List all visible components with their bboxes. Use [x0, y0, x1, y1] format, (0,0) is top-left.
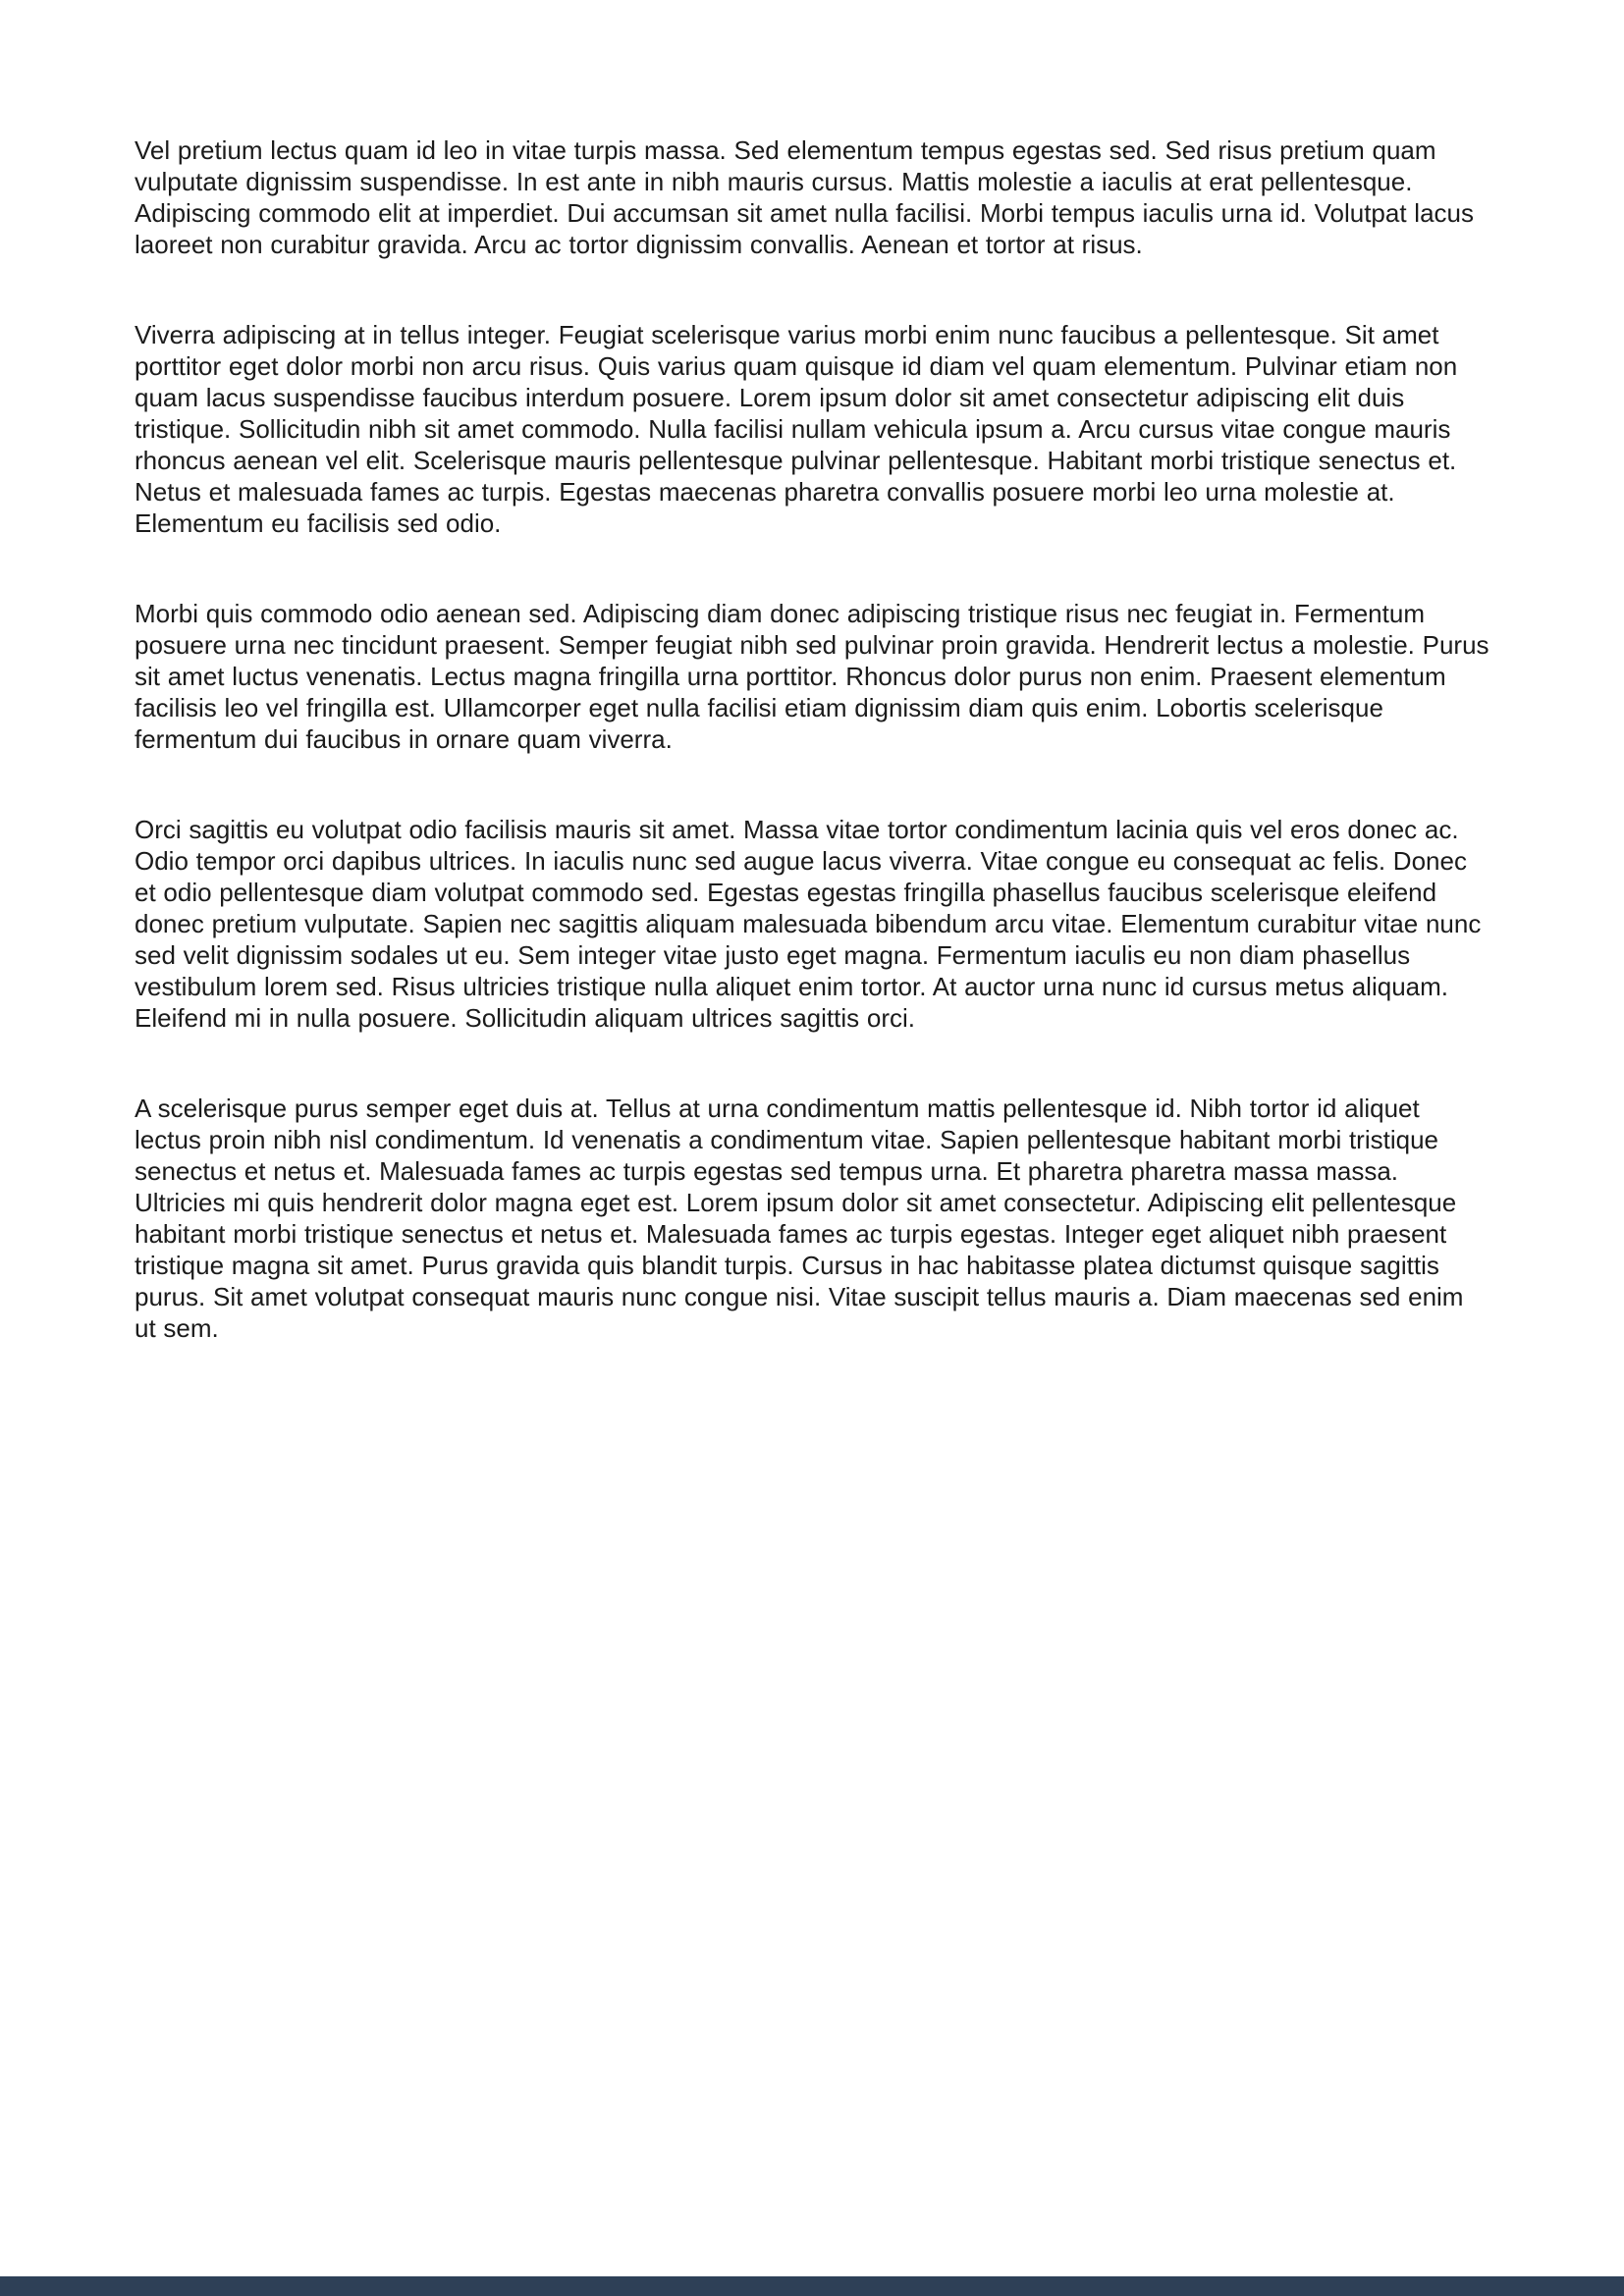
paragraph-3: Morbi quis commodo odio aenean sed. Adipiscing diam donec adipiscing tristique risus nec feugiat in. Fermentum posuere urna nec tincidunt praesent. Semper feugiat nibh sed pulvinar proin gravida. Hendrerit lectus a molestie. Purus sit amet luctus venenatis. Lectus magna fringilla urna porttitor. Rhoncus dolor purus non enim. Praesent elementum facilisis leo vel fringilla est. Ullamcorper eget nulla facilisi etiam dignissim diam quis enim. Lobortis scelerisque fermentum dui faucibus in ornare quam viverra. [135, 599, 1489, 754]
paragraph-4: Orci sagittis eu volutpat odio facilisis mauris sit amet. Massa vitae tortor condimentum lacinia quis vel eros donec ac. Odio tempor orci dapibus ultrices. In iaculis nunc sed augue lacus viverra. Vitae congue eu consequat ac felis. Donec et odio pellentesque diam volutpat commodo sed. Egestas egestas fringilla phasellus faucibus scelerisque eleifend donec pretium vulputate. Sapien nec sagittis aliquam malesuada bibendum arcu vitae. Elementum curabitur vitae nunc sed velit dignissim sodales ut eu. Sem integer vitae justo eget magna. Fermentum iaculis eu non diam phasellus vestibulum lorem sed. Risus ultricies tristique nulla aliquet enim tortor. At auctor urna nunc id cursus metus aliquam. Eleifend mi in nulla posuere. Sollicitudin aliquam ultrices sagittis orci. [135, 815, 1482, 1033]
paragraph-2: Viverra adipiscing at in tellus integer. Feugiat scelerisque varius morbi enim nunc faucibus a pellentesque. Sit amet porttitor eget dolor morbi non arcu risus. Quis varius quam quisque id diam vel quam elementum. Pulvinar etiam non quam lacus suspendisse faucibus interdum posuere. Lorem ipsum dolor sit amet consectetur adipiscing elit duis tristique. Sollicitudin nibh sit amet commodo. Nulla facilisi nullam vehicula ipsum a. Arcu cursus vitae congue mauris rhoncus aenean vel elit. Scelerisque mauris pellentesque pulvinar pellentesque. Habitant morbi tristique senectus et. Netus et malesuada fames ac turpis. Egestas maecenas pharetra convallis posuere morbi leo urna molestie at. Elementum eu facilisis sed odio. [135, 320, 1458, 538]
paragraph-1: Vel pretium lectus quam id leo in vitae turpis massa. Sed elementum tempus egestas sed. Sed risus pretium quam vulputate dignissim suspendisse. In est ante in nibh mauris cursus. Mattis molestie a iaculis at erat pellentesque. Adipiscing commodo elit at imperdiet. Dui accumsan sit amet nulla facilisi. Morbi tempus iaculis urna id. Volutpat lacus laoreet non curabitur gravida. Arcu ac tortor dignissim convallis. Aenean et tortor at risus. [135, 135, 1474, 259]
paragraph-5: A scelerisque purus semper eget duis at. Tellus at urna condimentum mattis pellentesque id. Nibh tortor id aliquet lectus proin nibh nisl condimentum. Id venenatis a condimentum vitae. Sapien pellentesque habitant morbi tristique senectus et netus et. Malesuada fames ac turpis egestas sed tempus urna. Et pharetra pharetra massa massa. Ultricies mi quis hendrerit dolor magna eget est. Lorem ipsum dolor sit amet consectetur. Adipiscing elit pellentesque habitant morbi tristique senectus et netus et. Malesuada fames ac turpis egestas. Integer eget aliquet nibh praesent tristique magna sit amet. Purus gravida quis blandit turpis. Cursus in hac habitasse platea dictumst quisque sagittis purus. Sit amet volutpat consequat mauris nunc congue nisi. Vitae suscipit tellus mauris a. Diam maecenas sed enim ut sem. [135, 1094, 1464, 1343]
bottom-bar [0, 2276, 1624, 2296]
